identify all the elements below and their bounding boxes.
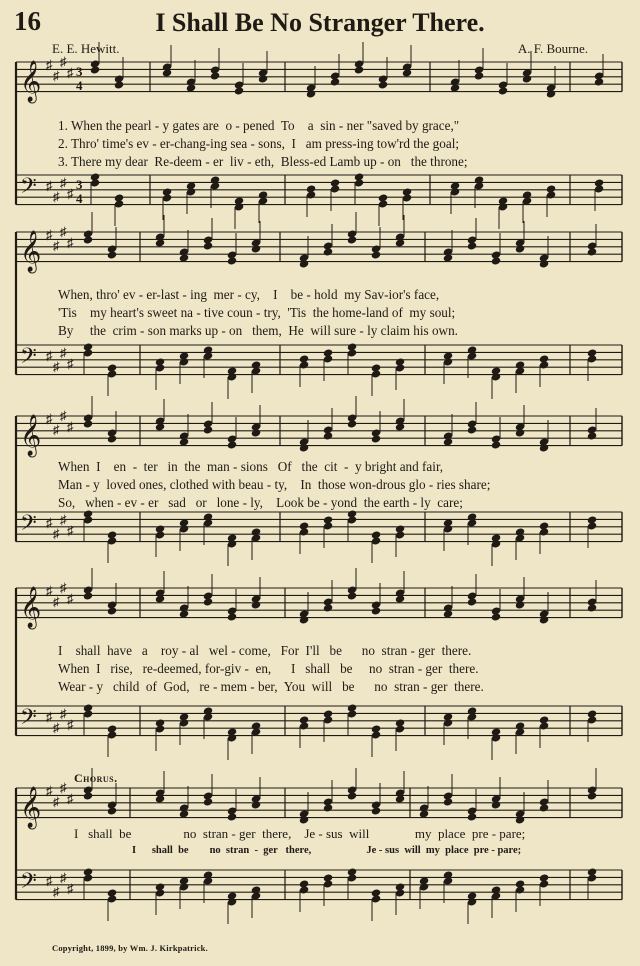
note-head: [587, 247, 598, 256]
sharp-icon: ♯: [67, 419, 74, 434]
sharp-icon: ♯: [46, 227, 53, 242]
note-head: [227, 440, 238, 449]
note-head: [323, 431, 334, 440]
sharp-icon: ♯: [67, 591, 74, 606]
lyric-line: Man - y loved ones, clothed with beau - ty, In those won-drous glo - ries share;: [58, 477, 491, 492]
sharp-icon: ♯: [53, 594, 60, 609]
note-head: [227, 612, 238, 621]
chorus-label: Chorus.: [74, 771, 118, 785]
bass-clef-icon: 𝄢: [20, 705, 37, 735]
lyric-line: When, thro' ev - er-last - ing mer - cy, I be - hold my Sav-ior's face,: [58, 287, 440, 302]
note-head: [299, 815, 310, 824]
sharp-icon: ♯: [67, 235, 74, 250]
sharp-icon: ♯: [67, 186, 74, 201]
note-head: [251, 244, 262, 253]
note-head: [467, 241, 478, 250]
treble-clef-icon: 𝄞: [20, 587, 42, 628]
note-head: [491, 440, 502, 449]
sharp-icon: ♯: [46, 411, 53, 426]
lyric-line: By the crim - son marks up - on them, He will sure - ly claim his own.: [58, 323, 458, 338]
note-head: [107, 606, 118, 615]
note-head: [467, 812, 478, 821]
treble-clef-icon: 𝄞: [20, 61, 42, 102]
note-head: [491, 256, 502, 265]
note-head: [467, 425, 478, 434]
note-head: [234, 86, 245, 95]
sharp-icon: ♯: [67, 523, 74, 538]
note-head: [323, 603, 334, 612]
note-head: [515, 600, 526, 609]
note-head: [107, 250, 118, 259]
note-head: [323, 247, 334, 256]
note-head: [587, 603, 598, 612]
lyric-line: 2. Thro' time's ev - er-chang-ing sea - sons, I am press-ing tow'rd the goal;: [58, 136, 460, 151]
sharp-icon: ♯: [53, 526, 60, 541]
lyric-line: So, when - ev - er sad or lone - ly, Look be - yond the earth - ly care;: [58, 495, 463, 510]
treble-clef-icon: 𝄞: [20, 231, 42, 272]
note-head: [467, 597, 478, 606]
sharp-icon: ♯: [60, 706, 67, 721]
note-head: [203, 241, 214, 250]
note-head: [347, 791, 358, 800]
note-head: [203, 597, 214, 606]
hymn-number: 16: [14, 6, 41, 36]
lyric-line: I shall have a roy - al wel - come, For I'll be no stran - ger there.: [58, 643, 472, 658]
sharp-icon: ♯: [46, 348, 53, 363]
time-signature-denominator: 4: [76, 191, 83, 206]
treble-clef-icon: 𝄞: [20, 415, 42, 456]
sharp-icon: ♯: [60, 224, 67, 239]
sharp-icon: ♯: [53, 884, 60, 899]
bass-clef-icon: 𝄢: [20, 511, 37, 541]
bass-clef-icon: 𝄢: [20, 344, 37, 374]
note-head: [107, 806, 118, 815]
note-head: [515, 815, 526, 824]
note-head: [107, 434, 118, 443]
note-head: [227, 812, 238, 821]
sharp-icon: ♯: [60, 345, 67, 360]
note-head: [539, 803, 550, 812]
bass-clef-icon: 𝄢: [20, 869, 37, 899]
note-head: [515, 244, 526, 253]
note-head: [546, 89, 557, 98]
time-signature-numerator: 3: [76, 64, 83, 79]
note-head: [498, 86, 509, 95]
composer-credit: A. F. Bourne.: [517, 41, 588, 56]
note-head: [330, 77, 341, 86]
sharp-icon: ♯: [60, 54, 67, 69]
note-head: [299, 443, 310, 452]
note-head: [474, 71, 485, 80]
copyright-notice: Copyright, 1899, by Wm. J. Kirkpatrick.: [52, 943, 208, 953]
note-head: [587, 431, 598, 440]
sharp-icon: ♯: [53, 794, 60, 809]
note-head: [83, 591, 94, 600]
note-head: [491, 800, 502, 809]
sharp-icon: ♯: [46, 709, 53, 724]
sharp-icon: ♯: [53, 720, 60, 735]
note-head: [299, 259, 310, 268]
note-head: [587, 791, 598, 800]
sharp-icon: ♯: [46, 178, 53, 193]
sharp-icon: ♯: [46, 515, 53, 530]
lyric-line: When I rise, re-deemed, for-giv - en, I shall be no stran - ger there.: [58, 661, 479, 676]
sharp-icon: ♯: [67, 356, 74, 371]
lyric-line: 3. There my dear Re-deem - er liv - eth, Bless-ed Lamb up - on the throne;: [58, 154, 468, 169]
note-head: [114, 80, 125, 89]
sharp-icon: ♯: [46, 783, 53, 798]
note-head: [210, 71, 221, 80]
note-head: [443, 797, 454, 806]
time-signature-denominator: 4: [76, 78, 83, 93]
note-head: [371, 606, 382, 615]
sharp-icon: ♯: [53, 422, 60, 437]
note-head: [227, 256, 238, 265]
lyric-line: When I en - ter in the man - sions Of the cit - y bright and fair,: [58, 459, 444, 474]
note-head: [594, 77, 605, 86]
note-head: [251, 600, 262, 609]
note-head: [491, 612, 502, 621]
sharp-icon: ♯: [67, 65, 74, 80]
hymn-title: I Shall Be No Stranger There.: [155, 8, 485, 37]
sharp-icon: ♯: [53, 359, 60, 374]
note-head: [371, 250, 382, 259]
lyric-line: 1. When the pearl - y gates are o - pened To a sin - ner "saved by grace,": [58, 118, 460, 133]
note-head: [371, 806, 382, 815]
chorus-lyric: I shall be no stran - ger there, Je - sus will my place pre - pare;: [74, 826, 526, 841]
note-head: [203, 425, 214, 434]
note-head: [251, 800, 262, 809]
note-head: [299, 615, 310, 624]
note-head: [323, 803, 334, 812]
note-head: [83, 235, 94, 244]
note-head: [83, 419, 94, 428]
note-head: [90, 65, 101, 74]
note-head: [83, 791, 94, 800]
note-head: [515, 428, 526, 437]
lyricist-credit: E. E. Hewitt.: [52, 41, 120, 56]
note-head: [539, 443, 550, 452]
sharp-icon: ♯: [53, 238, 60, 253]
note-head: [306, 89, 317, 98]
treble-clef-icon: 𝄞: [20, 787, 42, 828]
note-head: [347, 419, 358, 428]
note-head: [347, 235, 358, 244]
sharp-icon: ♯: [46, 873, 53, 888]
note-head: [258, 74, 269, 83]
note-head: [203, 797, 214, 806]
note-head: [378, 80, 389, 89]
note-head: [539, 615, 550, 624]
note-head: [347, 591, 358, 600]
sharp-icon: ♯: [60, 512, 67, 527]
sharp-icon: ♯: [60, 580, 67, 595]
sharp-icon: ♯: [60, 175, 67, 190]
sharp-icon: ♯: [53, 68, 60, 83]
sharp-icon: ♯: [46, 583, 53, 598]
sharp-icon: ♯: [60, 780, 67, 795]
chorus-bass-lyric: I shall be no stran - ger there, Je - sus will my place pre - pare;: [132, 845, 522, 856]
time-signature-numerator: 3: [76, 177, 83, 192]
sharp-icon: ♯: [46, 57, 53, 72]
note-head: [539, 259, 550, 268]
sharp-icon: ♯: [67, 791, 74, 806]
sharp-icon: ♯: [67, 717, 74, 732]
note-head: [354, 65, 365, 74]
lyric-line: Wear - y child of God, re - mem - ber, You will be no stran - ger there.: [58, 679, 484, 694]
note-head: [251, 428, 262, 437]
sharp-icon: ♯: [53, 189, 60, 204]
sharp-icon: ♯: [60, 870, 67, 885]
sharp-icon: ♯: [67, 881, 74, 896]
bass-clef-icon: 𝄢: [20, 174, 37, 204]
note-head: [371, 434, 382, 443]
lyric-line: 'Tis my heart's sweet na - tive coun - try, 'Tis the home-land of my soul;: [58, 305, 456, 320]
note-head: [522, 74, 533, 83]
sharp-icon: ♯: [60, 408, 67, 423]
